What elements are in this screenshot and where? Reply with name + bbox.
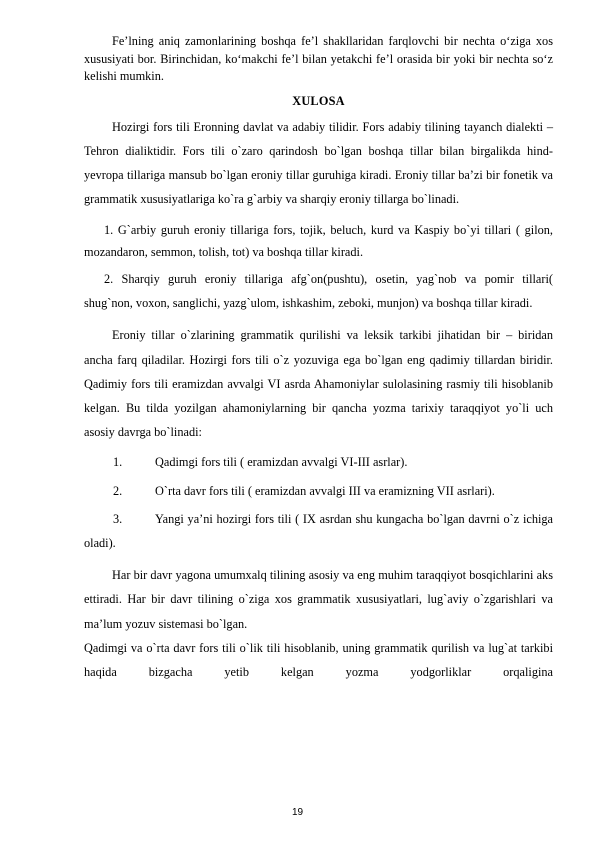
period-item bbox=[84, 479, 553, 503]
page-number: 19 bbox=[291, 807, 304, 818]
page-content bbox=[84, 33, 553, 684]
period-text: Qadimgi fors tili ( eramizdan avvalgi VI-III asrlar). bbox=[155, 455, 408, 470]
period-item bbox=[84, 450, 553, 474]
period-number: 2. bbox=[113, 483, 123, 498]
western-group-item: 1. G`arbiy guruh eroniy tillariga fors, tojik, beluch, kurd va Kaspiy bo`yi tillari ( gilon, mozandaron, semmon, tolish, tot) va boshqa tillar kiradi. bbox=[84, 223, 553, 260]
eastern-group-item: 2. Sharqiy guruh eroniy tillariga afg`on(pushtu), osetin, yag`nob va pomir tillari( shug`non, voxon, sanglichi, yazg`ulom, ishkashim, zeboki, munjon) va boshqa tillar kiradi. bbox=[84, 272, 553, 311]
period-number: 1. bbox=[113, 455, 123, 470]
conclusion-paragraph-3: Har bir davr yagona umumxalq tilining asosiy va eng muhim taraqqiyot bosqichlarini aks ettiradi. Har bir davr tilining o`ziga xos grammatik xususiyatlari, lug`aviy o`zgarishlari va ma’lum yozuv sistemasi bo`lgan. bbox=[84, 568, 553, 631]
period-number: 3. bbox=[113, 511, 123, 526]
conclusion-paragraph-2: Eroniy tillar o`zlarining grammatik qurilishi va leksik tarkibi jihatidan bir – biridan ancha farq qiladilar. Hozirgi fors tili o`z yozuviga ega bo`lgan eng qadimiy tillardan biridir. Qadimiy fors tili eramizdan avvalgi VI asrda Ahamoniylar sulolasining rasmiy tili hisoblanib kelgan. Bu tilda yozilgan ahamoniylarning bir qancha yozma tarixiy taraqqiyot yo`li uch asosiy davrga bo`linadi: bbox=[84, 328, 553, 440]
period-item bbox=[84, 507, 553, 555]
conclusion-paragraph-1: Hozirgi fors tili Eronning davlat va adabiy tilidir. Fors adabiy tilining tayanch dialekti – Tehron dialiktidir. Fors tili o`zaro qarindosh bo`lgan boshqa tillar bilan birgalikda hind- yevropa tillariga mansub bo`lgan eroniy tillar guruhiga kiradi. Eroniy tillar ba’zi bir fonetik va grammatik xususiyatlariga ko`ra g`arbiy va sharqiy eroniy tillarga bo`linadi. bbox=[84, 119, 553, 207]
conclusion-paragraph-4: Qadimgi va o`rta davr fors tili o`lik tili hisoblanib, uning grammatik qurilish va lug`at tarkibi haqida bizgacha yetib kelgan yozma yodgorliklar orqaligina bbox=[84, 640, 553, 679]
period-text: O`rta davr fors tili ( eramizdan avvalgi III va eramizning VII asrlari). bbox=[155, 483, 495, 498]
intro-paragraph: Fe’lning aniq zamonlarining boshqa fe’l shakllaridan farqlovchi bir nechta o‘ziga xos xususiyati bor. Birinchidan, ko‘makchi fe’l bilan yetakchi fe’l orasida bir yoki bir nechta so‘z kelishi mumkin. bbox=[84, 34, 553, 83]
section-heading: XULOSA bbox=[292, 93, 345, 108]
period-text: Yangi ya’ni hozirgi fors tili ( IX asrdan shu kungacha bo`lgan davrni o`z ichiga oladi). bbox=[84, 511, 553, 550]
periods-list bbox=[84, 450, 553, 555]
